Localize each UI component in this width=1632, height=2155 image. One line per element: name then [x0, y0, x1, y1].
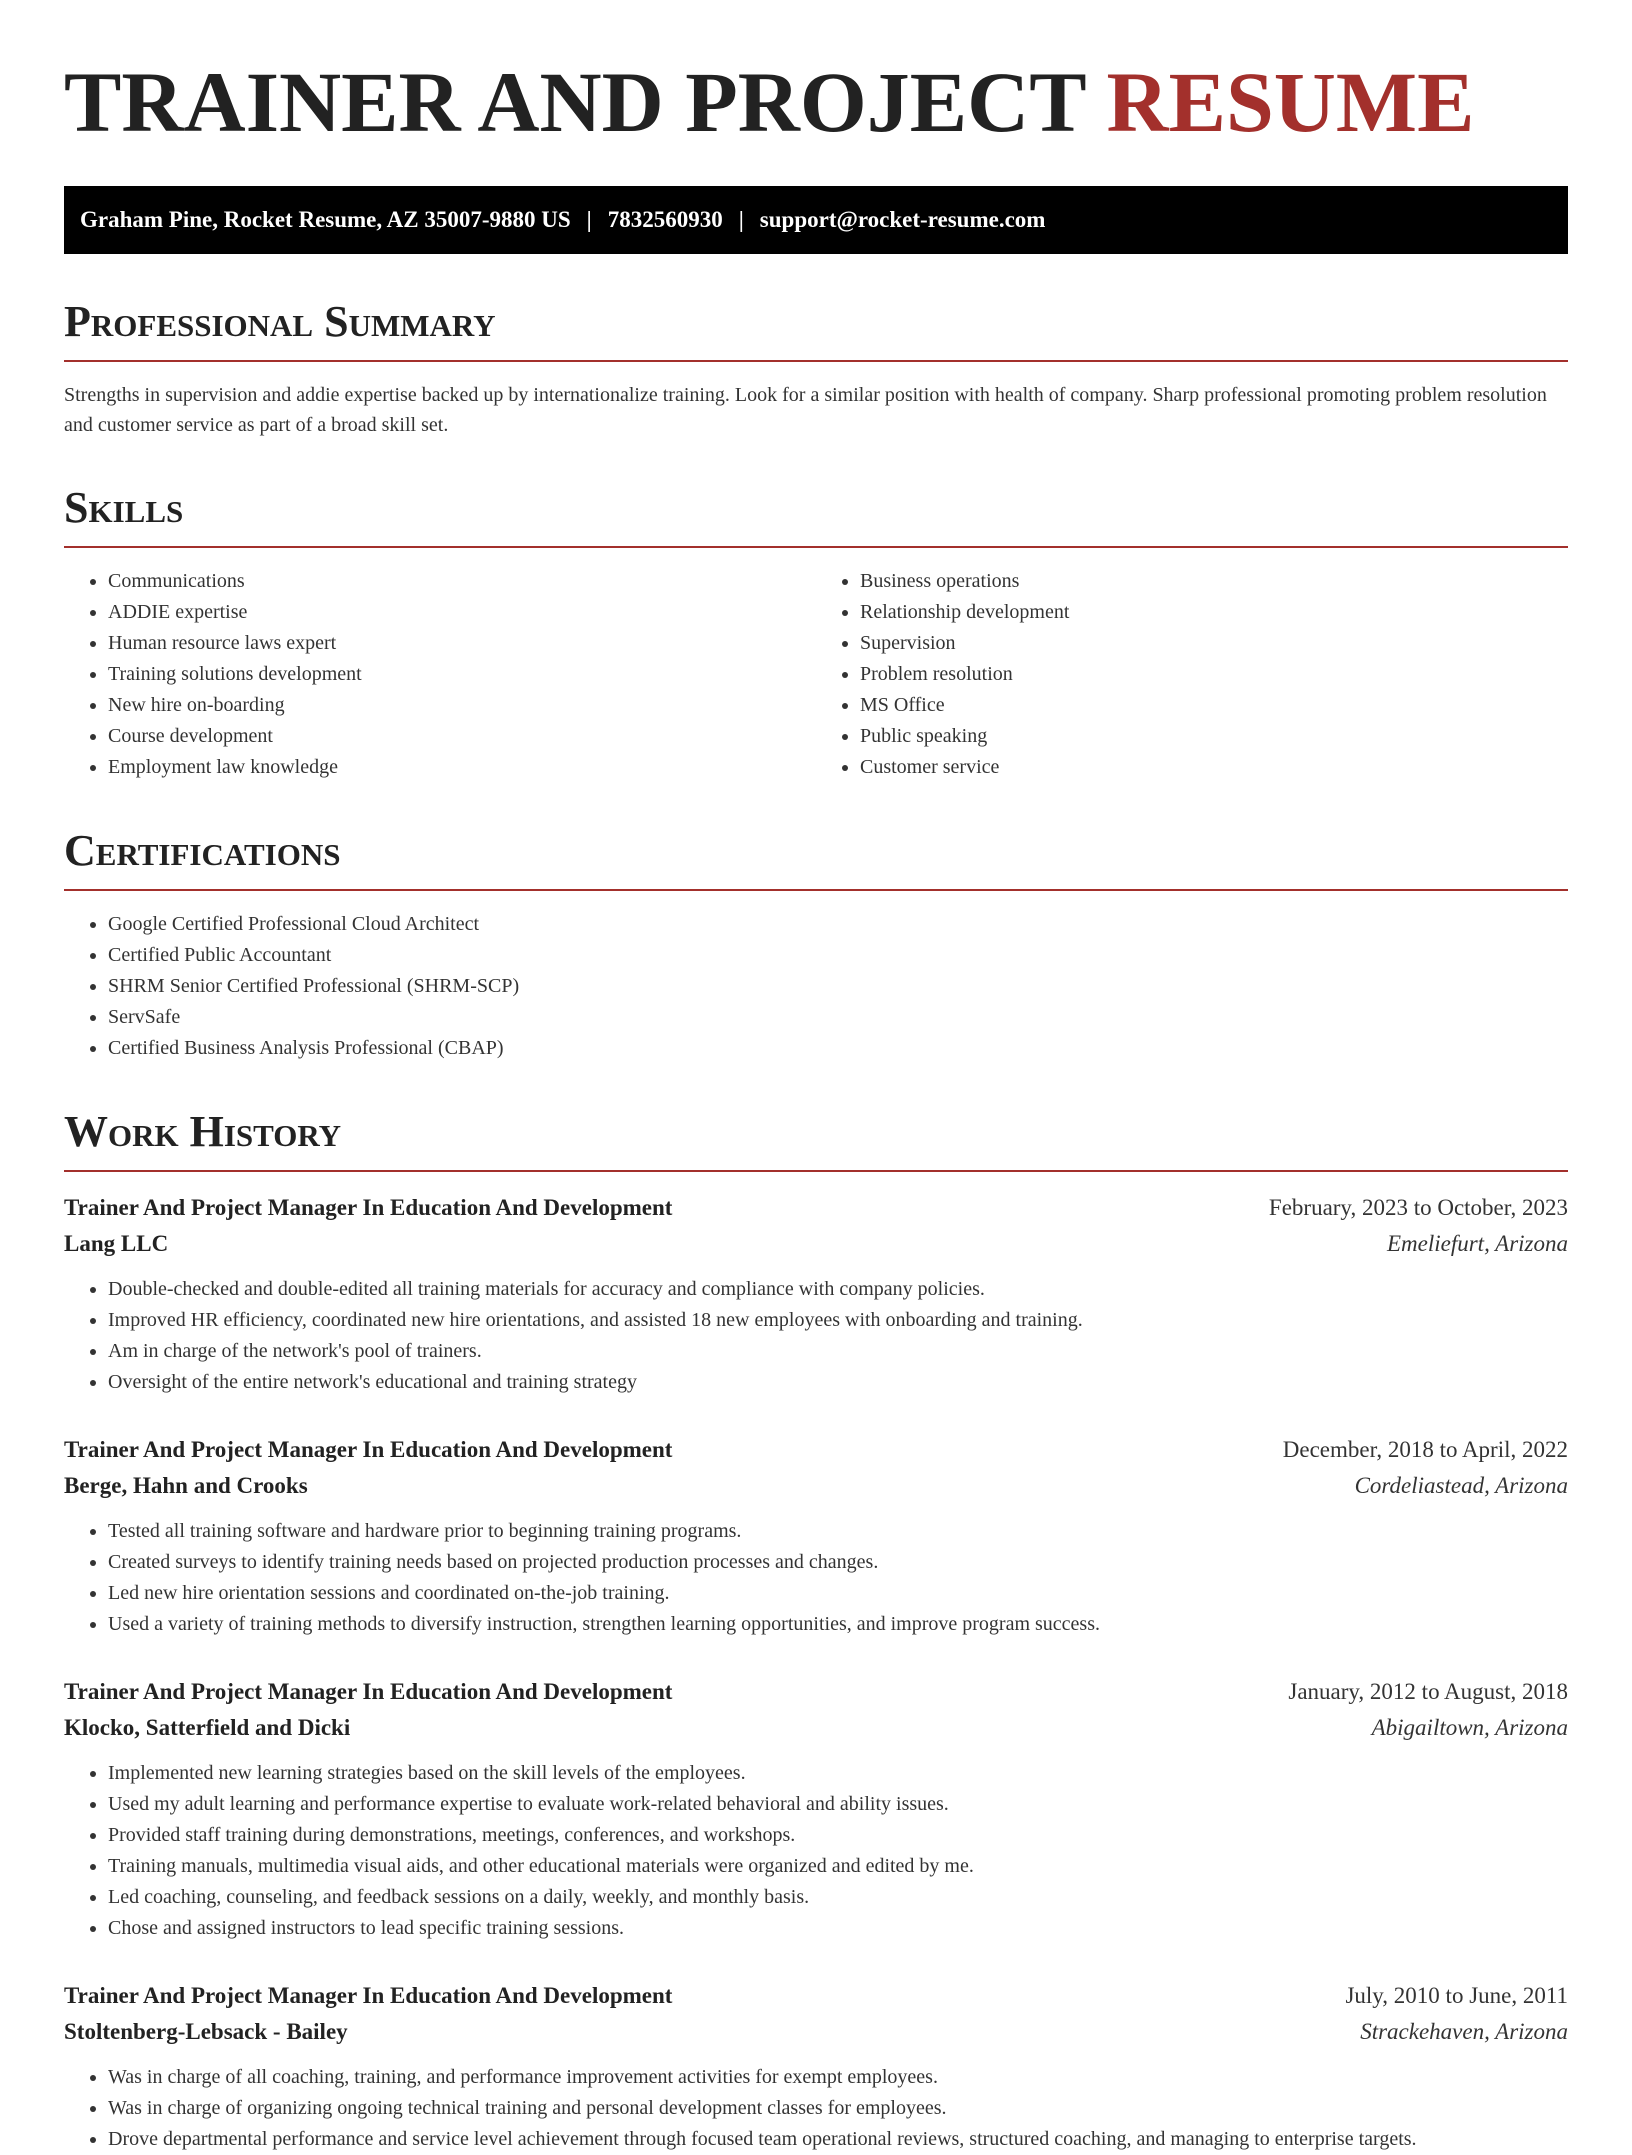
- skills-grid: [64, 548, 1568, 783]
- certifications-list: [64, 909, 1568, 1064]
- contact-bar: [64, 186, 1568, 254]
- job-bullet: • Used a variety of training methods to diversify instruction, strengthen learning opportunities, and improve program success.: [108, 1609, 1568, 1640]
- job-bullets: [64, 1758, 1568, 1944]
- skills-list-right: [816, 566, 1568, 783]
- job-location: Emeliefurt, Arizona: [1386, 1231, 1568, 1256]
- skill-item: • Problem resolution: [860, 659, 1568, 690]
- job-bullets: [64, 1274, 1568, 1398]
- job-title: Trainer And Project Manager In Education And Development: [64, 1437, 673, 1462]
- job-bullets: [64, 1516, 1568, 1640]
- job-bullet: • Oversight of the entire network's educational and training strategy: [108, 1367, 1568, 1398]
- job-bullet: • Created surveys to identify training needs based on projected production processes and changes.: [108, 1547, 1568, 1578]
- skill-item: • Employment law knowledge: [108, 752, 816, 783]
- job-entry: [64, 1674, 1568, 1944]
- job-company: Stoltenberg-Lebsack - Bailey: [64, 2019, 348, 2044]
- job-entry: [64, 1432, 1568, 1640]
- job-bullet: • Am in charge of the network's pool of trainers.: [108, 1336, 1568, 1367]
- job-company: Klocko, Satterfield and Dicki: [64, 1715, 351, 1740]
- summary-text: Strengths in supervision and addie expertise backed up by internationalize training. Look for a similar position with health of company. Sharp professional promoting problem resolution and customer service as part of a broad skill set.: [64, 384, 1547, 436]
- job-title: Trainer And Project Manager In Education And Development: [64, 1195, 673, 1220]
- job-bullet: • Led coaching, counseling, and feedback sessions on a daily, weekly, and monthly basis.: [108, 1882, 1568, 1913]
- job-company-row: [64, 2014, 1568, 2050]
- job-bullet: • Provided staff training during demonstrations, meetings, conferences, and workshops.: [108, 1820, 1568, 1851]
- certification-item: • Google Certified Professional Cloud Architect: [108, 909, 1568, 940]
- job-bullet: • Was in charge of organizing ongoing technical training and personal development classes for employees.: [108, 2093, 1568, 2124]
- job-location: Cordeliastead, Arizona: [1354, 1473, 1568, 1498]
- contact-separator: |: [586, 207, 592, 232]
- job-bullet: • Implemented new learning strategies based on the skill levels of the employees.: [108, 1758, 1568, 1789]
- job-bullet: • Led new hire orientation sessions and coordinated on-the-job training.: [108, 1578, 1568, 1609]
- job-header-row: [64, 1190, 1568, 1226]
- job-dates: December, 2018 to April, 2022: [1282, 1437, 1568, 1462]
- skill-item: • Communications: [108, 566, 816, 597]
- skill-item: • Human resource laws expert: [108, 628, 816, 659]
- contact-separator: |: [738, 207, 744, 232]
- job-bullet: • Drove departmental performance and service level achievement through focused team operational reviews, structured coaching, and managing to enterprise targets.: [108, 2124, 1568, 2155]
- job-location: Abigailtown, Arizona: [1371, 1715, 1568, 1740]
- job-company: Lang LLC: [64, 1231, 169, 1256]
- resume-title: [64, 0, 1568, 148]
- job-entry: [64, 1190, 1568, 1398]
- job-dates: July, 2010 to June, 2011: [1345, 1983, 1568, 2008]
- contact-phone: 7832560930: [607, 207, 723, 232]
- job-bullet: • Double-checked and double-edited all training materials for accuracy and compliance with company policies.: [108, 1274, 1568, 1305]
- job-header-row: [64, 1978, 1568, 2014]
- job-bullet: • Tested all training software and hardware prior to beginning training programs.: [108, 1516, 1568, 1547]
- job-bullet: • Improved HR efficiency, coordinated new hire orientations, and assisted 18 new employees with onboarding and training.: [108, 1305, 1568, 1336]
- certification-item: • Certified Business Analysis Professional (CBAP): [108, 1033, 1568, 1064]
- job-bullet: • Used my adult learning and performance expertise to evaluate work-related behavioral and ability issues.: [108, 1789, 1568, 1820]
- job-bullet: • Was in charge of all coaching, training, and performance improvement activities for exempt employees.: [108, 2062, 1568, 2093]
- skill-item: • Supervision: [860, 628, 1568, 659]
- skill-item: • Customer service: [860, 752, 1568, 783]
- job-bullet: • Chose and assigned instructors to lead specific training sessions.: [108, 1913, 1568, 1944]
- jobs-container: [64, 1190, 1568, 2155]
- skills-heading: Skills: [64, 484, 1568, 548]
- skill-item: • Training solutions development: [108, 659, 816, 690]
- job-dates: January, 2012 to August, 2018: [1288, 1679, 1568, 1704]
- job-company-row: [64, 1226, 1568, 1262]
- job-title: Trainer And Project Manager In Education And Development: [64, 1679, 673, 1704]
- summary-section: [64, 298, 1568, 440]
- skill-item: • Public speaking: [860, 721, 1568, 752]
- work-history-heading: Work History: [64, 1108, 1568, 1172]
- job-entry: [64, 1978, 1568, 2155]
- certification-item: • ServSafe: [108, 1002, 1568, 1033]
- skill-item: • Relationship development: [860, 597, 1568, 628]
- job-company-row: [64, 1710, 1568, 1746]
- skill-item: • Course development: [108, 721, 816, 752]
- job-bullets: [64, 2062, 1568, 2155]
- job-header-row: [64, 1674, 1568, 1710]
- certifications-heading: Certifications: [64, 827, 1568, 891]
- contact-email: support@rocket-resume.com: [759, 207, 1046, 232]
- job-dates: February, 2023 to October, 2023: [1268, 1195, 1568, 1220]
- summary-heading: Professional Summary: [64, 298, 1568, 362]
- certification-item: • SHRM Senior Certified Professional (SHRM-SCP): [108, 971, 1568, 1002]
- job-title: Trainer And Project Manager In Education And Development: [64, 1983, 673, 2008]
- resume-title-main: TRAINER AND PROJECT: [64, 54, 1107, 150]
- work-history-section: [64, 1108, 1568, 2155]
- job-header-row: [64, 1432, 1568, 1468]
- skill-item: • New hire on-boarding: [108, 690, 816, 721]
- job-location: Strackehaven, Arizona: [1360, 2019, 1568, 2044]
- skills-section: [64, 484, 1568, 783]
- job-company-row: [64, 1468, 1568, 1504]
- job-bullet: • Training manuals, multimedia visual aids, and other educational materials were organized and edited by me.: [108, 1851, 1568, 1882]
- certifications-section: [64, 827, 1568, 1064]
- skills-list-left: [64, 566, 816, 783]
- contact-address: Graham Pine, Rocket Resume, AZ 35007-9880 US: [80, 207, 571, 232]
- skill-item: • MS Office: [860, 690, 1568, 721]
- skill-item: • Business operations: [860, 566, 1568, 597]
- certification-item: • Certified Public Accountant: [108, 940, 1568, 971]
- skill-item: • ADDIE expertise: [108, 597, 816, 628]
- resume-title-accent: RESUME: [1106, 54, 1475, 150]
- job-company: Berge, Hahn and Crooks: [64, 1473, 308, 1498]
